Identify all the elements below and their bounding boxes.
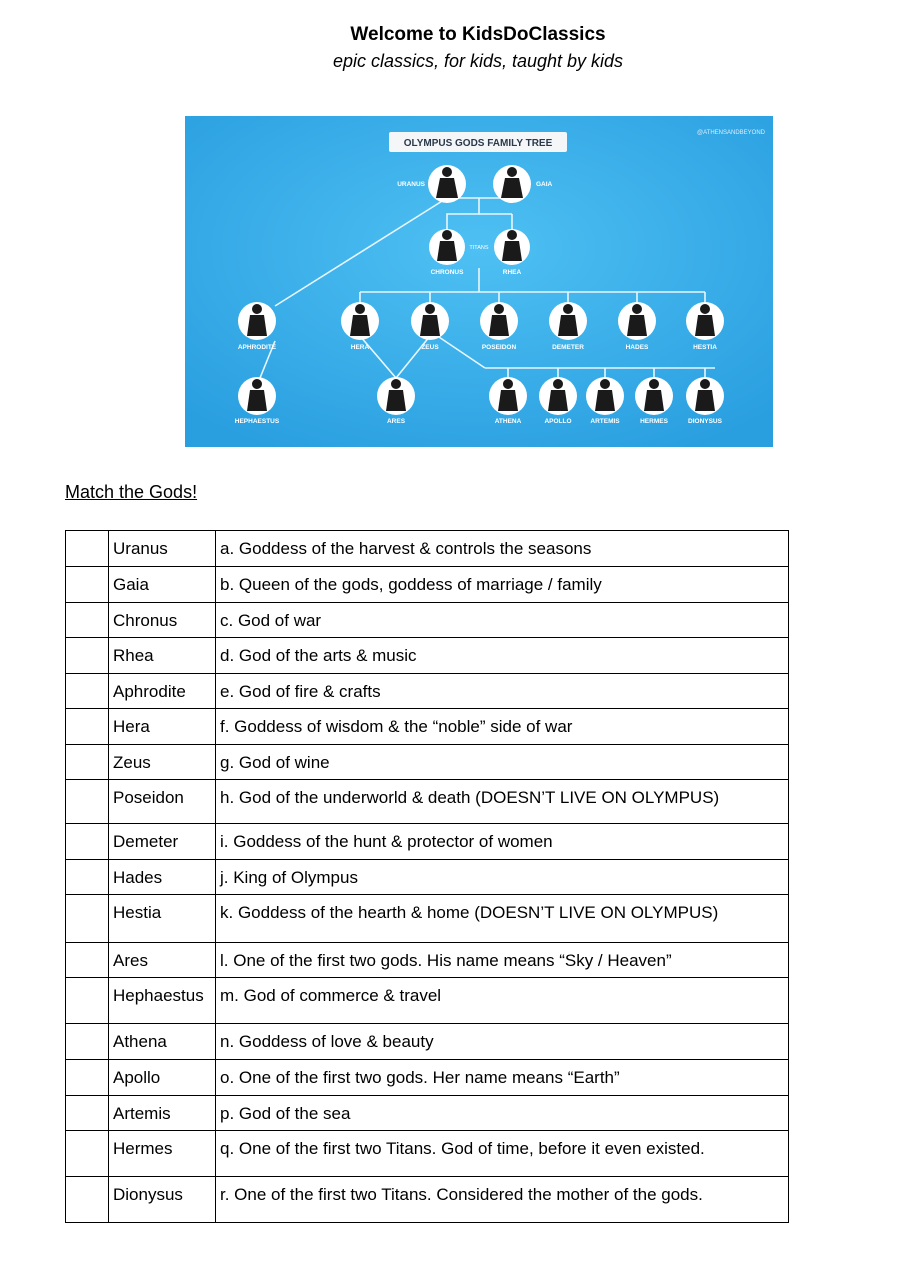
god-name-cell: [109, 674, 216, 709]
god-name-cell: [109, 1131, 216, 1177]
god-description: f. Goddess of wisdom & the “noble” side of war: [220, 717, 573, 736]
description-cell: [216, 824, 789, 860]
god-name-cell: [109, 860, 216, 895]
tree-label-apollo: APOLLO: [544, 418, 572, 425]
god-name: Hermes: [113, 1139, 173, 1158]
table-row: [66, 824, 789, 860]
description-cell: [216, 531, 789, 567]
god-name: Athena: [113, 1032, 167, 1051]
god-description: r. One of the first two Titans. Considered the mother of the gods.: [220, 1185, 703, 1204]
table-row: [66, 1096, 789, 1131]
god-name-cell: [109, 603, 216, 638]
tree-label-hephaestus: HEPHAESTUS: [234, 418, 280, 425]
tree-label-hestia: HESTIA: [693, 344, 717, 351]
god-name-cell: [109, 567, 216, 603]
god-description: q. One of the first two Titans. God of time, before it even existed.: [220, 1139, 705, 1158]
god-description: l. One of the first two gods. His name means “Sky / Heaven”: [220, 951, 672, 970]
table-row: [66, 943, 789, 978]
description-cell: [216, 709, 789, 745]
table-row: [66, 638, 789, 674]
god-description: p. God of the sea: [220, 1104, 351, 1123]
tree-label-poseidon: POSEIDON: [481, 344, 517, 351]
table-row: [66, 709, 789, 745]
table-row: [66, 567, 789, 603]
god-name-cell: [109, 824, 216, 860]
answer-blank-cell[interactable]: [66, 860, 109, 895]
god-description: n. Goddess of love & beauty: [220, 1032, 434, 1051]
tree-label-hermes: HERMES: [640, 418, 668, 425]
god-description: o. One of the first two gods. Her name means “Earth”: [220, 1068, 620, 1087]
answer-blank-cell[interactable]: [66, 674, 109, 709]
god-name: Artemis: [113, 1104, 171, 1123]
tree-label-chronus: CHRONUS: [430, 269, 464, 276]
table-row: [66, 603, 789, 638]
node-dionysus: [686, 377, 724, 425]
description-cell: [216, 1096, 789, 1131]
god-name: Uranus: [113, 539, 168, 558]
god-name: Hephaestus: [113, 986, 204, 1005]
god-name-cell: [109, 745, 216, 780]
tree-label-aphrodite: APHRODITE: [237, 344, 277, 351]
description-cell: [216, 603, 789, 638]
god-description: g. God of wine: [220, 753, 330, 772]
god-description: k. Goddess of the hearth & home (DOESN’T LIVE ON OLYMPUS): [220, 903, 719, 922]
description-cell: [216, 895, 789, 943]
answer-blank-cell[interactable]: [66, 709, 109, 745]
description-cell: [216, 978, 789, 1024]
god-description: d. God of the arts & music: [220, 646, 417, 665]
description-cell: [216, 745, 789, 780]
tree-label-artemis: ARTEMIS: [590, 418, 620, 425]
god-name: Hestia: [113, 903, 162, 922]
description-cell: [216, 943, 789, 978]
god-name: Hera: [113, 717, 150, 736]
god-name: Chronus: [113, 611, 178, 630]
page-subtitle: epic classics, for kids, taught by kids: [332, 51, 624, 71]
god-name: Rhea: [113, 646, 154, 665]
god-name: Demeter: [113, 832, 179, 851]
node-poseidon: [480, 302, 518, 351]
god-description: c. God of war: [220, 611, 322, 630]
answer-blank-cell[interactable]: [66, 1096, 109, 1131]
description-cell: [216, 780, 789, 824]
node-demeter: [549, 302, 587, 351]
tree-title: OLYMPUS GODS FAMILY TREE: [403, 138, 553, 149]
god-name-cell: [109, 638, 216, 674]
god-description: h. God of the underworld & death (DOESN’T LIVE ON OLYMPUS): [220, 788, 720, 807]
tree-label-rhea: RHEA: [502, 269, 522, 276]
match-table: [65, 530, 789, 1223]
god-name-cell: [109, 1096, 216, 1131]
god-name-cell: [109, 943, 216, 978]
answer-blank-cell[interactable]: [66, 638, 109, 674]
god-description: j. King of Olympus: [220, 868, 358, 887]
description-cell: [216, 1131, 789, 1177]
section-title: Match the Gods!: [65, 482, 198, 502]
description-cell: [216, 674, 789, 709]
node-hermes: [635, 377, 673, 425]
god-description: b. Queen of the gods, goddess of marriage / family: [220, 575, 602, 594]
answer-blank-cell[interactable]: [66, 603, 109, 638]
tree-label-dionysus: DIONYSUS: [688, 418, 722, 425]
table-row: [66, 978, 789, 1024]
description-cell: [216, 567, 789, 603]
tree-label-zeus: ZEUS: [421, 344, 439, 351]
table-row: [66, 531, 789, 567]
god-name-cell: [109, 1060, 216, 1096]
god-name: Apollo: [113, 1068, 161, 1087]
table-row: [66, 1024, 789, 1060]
answer-blank-cell[interactable]: [66, 567, 109, 603]
tree-credit: @ATHENSANDBEYOND: [697, 130, 765, 136]
god-name: Poseidon: [113, 788, 184, 807]
tree-label-uranus: URANUS: [397, 181, 425, 188]
answer-blank-cell[interactable]: [66, 1177, 109, 1223]
titans-label: TITANS: [469, 245, 489, 251]
god-name: Hades: [113, 868, 163, 887]
god-name-cell: [109, 895, 216, 943]
answer-blank-cell[interactable]: [66, 780, 109, 824]
answer-blank-cell[interactable]: [66, 1024, 109, 1060]
node-apollo: [539, 377, 577, 425]
node-athena: [489, 377, 527, 425]
table-row: [66, 674, 789, 709]
family-tree-image: [185, 116, 773, 447]
answer-blank-cell[interactable]: [66, 745, 109, 780]
table-row: [66, 745, 789, 780]
tree-label-athena: ATHENA: [494, 418, 522, 425]
god-description: i. Goddess of the hunt & protector of women: [220, 832, 553, 851]
answer-blank-cell[interactable]: [66, 1131, 109, 1177]
description-cell: [216, 1177, 789, 1223]
tree-label-ares: ARES: [386, 418, 406, 425]
table-row: [66, 1177, 789, 1223]
answer-blank-cell[interactable]: [66, 895, 109, 943]
table-row: [66, 1060, 789, 1096]
answer-blank-cell[interactable]: [66, 531, 109, 567]
god-name: Zeus: [113, 753, 151, 772]
tree-label-gaia: GAIA: [536, 181, 553, 188]
description-cell: [216, 1060, 789, 1096]
description-cell: [216, 1024, 789, 1060]
god-description: a. Goddess of the harvest & controls the seasons: [220, 539, 592, 558]
god-name-cell: [109, 531, 216, 567]
table-row: [66, 1131, 789, 1177]
tree-label-hera: HERA: [350, 344, 370, 351]
description-cell: [216, 860, 789, 895]
description-cell: [216, 638, 789, 674]
node-artemis: [586, 377, 624, 425]
answer-blank-cell[interactable]: [66, 824, 109, 860]
god-description: e. God of fire & crafts: [220, 682, 381, 701]
god-name: Ares: [113, 951, 148, 970]
answer-blank-cell[interactable]: [66, 1060, 109, 1096]
god-name-cell: [109, 1024, 216, 1060]
table-row: [66, 780, 789, 824]
god-name-cell: [109, 780, 216, 824]
answer-blank-cell[interactable]: [66, 943, 109, 978]
god-name: Aphrodite: [113, 682, 186, 701]
node-aphrodite: [238, 302, 277, 351]
tree-label-hades: HADES: [625, 344, 649, 351]
family-tree-diagram: [185, 116, 773, 447]
god-name-cell: [109, 1177, 216, 1223]
answer-blank-cell[interactable]: [66, 978, 109, 1024]
god-description: m. God of commerce & travel: [220, 986, 442, 1005]
page-title: Welcome to KidsDoClassics: [350, 24, 606, 45]
god-name: Gaia: [113, 575, 149, 594]
table-row: [66, 895, 789, 943]
tree-label-demeter: DEMETER: [552, 344, 584, 351]
node-chronus: [429, 229, 465, 276]
god-name: Dionysus: [113, 1185, 183, 1204]
god-name-cell: [109, 978, 216, 1024]
god-name-cell: [109, 709, 216, 745]
table-row: [66, 860, 789, 895]
